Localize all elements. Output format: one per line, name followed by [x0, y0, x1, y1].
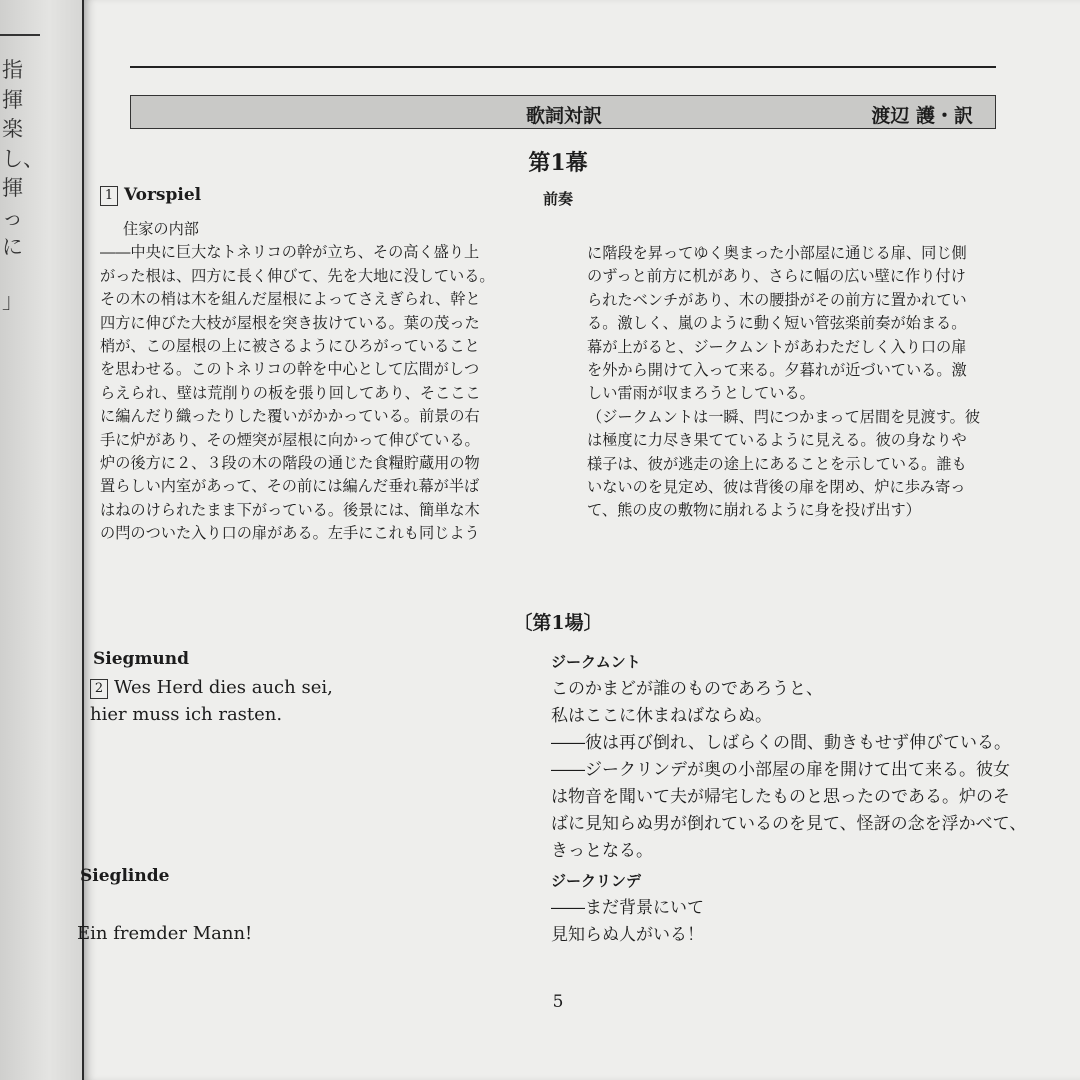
scene-heading: 〔第1場〕 — [513, 612, 603, 634]
siegmund-lines-de: 2 Wes Herd dies auch sei, hier muss ich rasten. — [90, 677, 333, 725]
text-line: て、熊の皮の敷物に崩れるように身を投げ出す） — [587, 501, 921, 520]
text-line: に編んだり織ったりした覆いがかかっている。前景の右 — [100, 407, 480, 426]
sieglinde-lines-ja: ――まだ背景にいて 見知らぬ人がいる！ — [551, 898, 704, 945]
text-line: その木の梢は木を組んだ屋根によってさえぎられ、幹と — [100, 290, 481, 309]
title-bar — [130, 95, 996, 129]
speaker-sieglinde-de: Sieglinde — [80, 866, 170, 886]
text-line: いないのを見定め、彼は背後の扉を閉め、炉に歩み寄っ — [587, 478, 966, 497]
act-heading: 第1幕 — [528, 150, 588, 176]
left-page-edge — [0, 0, 82, 1080]
page-number: 5 — [552, 992, 564, 1012]
text-line: 手に炉があり、その煙突が屋根に向かって伸びている。 — [100, 430, 480, 449]
text-line: のずっと前方に机があり、さらに幅の広い壁に作り付け — [587, 267, 966, 286]
top-rule — [130, 66, 996, 68]
text-line: は極度に力尽き果てているように見える。彼の身なりや — [587, 431, 967, 450]
left-page-text: 指揮 楽 し、 揮 っ に 」 — [2, 58, 44, 313]
track-number: 2 — [90, 679, 108, 699]
text-line: ――中央に巨大なトネリコの幹が立ち、その高く盛り上 — [100, 243, 480, 262]
text-line: 幕が上がると、ジークムントがあわただしく入り口の扉 — [587, 337, 967, 356]
text-line: られたベンチがあり、木の腰掛がその前方に置かれてい — [587, 290, 967, 309]
speaker-sieglinde-ja: ジークリンデ — [551, 872, 642, 890]
speaker-siegmund-de: Siegmund — [93, 649, 190, 669]
text-line: がった根は、四方に長く伸びて、先を大地に没している。 — [100, 266, 495, 285]
stage-direction-left — [100, 218, 550, 546]
text-line: 様子は、彼が逃走の途上にあることを示している。誰も — [587, 454, 967, 473]
siegmund-lines-ja: このかまどが誰のものであろうと、 私はここに休まねばならぬ。 ――彼は再び倒れ、しばらくの間、動きもせず伸びている。 ――ジークリンデが奥の小部屋の扉を開けて出て来る。彼女 は物音を聞いて夫が帰宅したものと思ったのである。炉のそ ばに見知らぬ男が倒れているのを見て、怪訝の念を浮かべて、 きっとなる。 — [551, 679, 1027, 861]
sieglinde-lines-de: Ein fremder Mann! — [77, 923, 253, 944]
text-line: 梢が、この屋根の上に被さるようにひろがっていること — [100, 337, 480, 356]
stage-direction-right — [587, 242, 1017, 523]
text-line: に階段を昇ってゆく奥まった小部屋に通じる扉、同じ側 — [587, 244, 967, 262]
left-page-rule — [0, 34, 40, 36]
page-title: 歌詞対訳 — [525, 105, 602, 127]
translator-credit: 渡辺 護・訳 — [871, 105, 973, 127]
booklet-page — [77, 0, 1080, 1080]
text-line: しい雷雨が収まろうとしている。 — [587, 384, 815, 403]
text-line: 置らしい内室があって、その前には編んだ垂れ幕が半ば — [100, 477, 480, 496]
text-line: 住家の内部 — [123, 220, 199, 238]
text-line: （ジークムントは一瞬、閂につかまって居間を見渡す。彼 — [587, 407, 981, 426]
track-number: 1 — [100, 186, 118, 206]
text-line: を外から開けて入って来る。夕暮れが近づいている。激 — [587, 361, 967, 380]
section-title-ja: 前奏 — [542, 190, 573, 208]
section-title: Vorspiel — [124, 185, 202, 205]
text-line: はねのけられたまま下がっている。後景には、簡単な木 — [100, 500, 480, 519]
text-line: の閂のついた入り口の扉がある。左手にこれも同じよう — [100, 524, 480, 543]
speaker-siegmund-ja: ジークムント — [551, 653, 641, 671]
text-line: 炉の後方に２、３段の木の階段の通じた食糧貯蔵用の物 — [100, 454, 480, 473]
text-line: 四方に伸びた大枝が屋根を突き抜けている。葉の茂った — [100, 313, 480, 332]
text-line: を思わせる。このトネリコの幹を中心として広間がしつ — [100, 360, 480, 379]
text-line: らえられ、壁は荒削りの板を張り回してあり、そこここ — [100, 383, 481, 402]
text-line: る。激しく、嵐のように動く短い管弦楽前奏が始まる。 — [587, 314, 967, 333]
